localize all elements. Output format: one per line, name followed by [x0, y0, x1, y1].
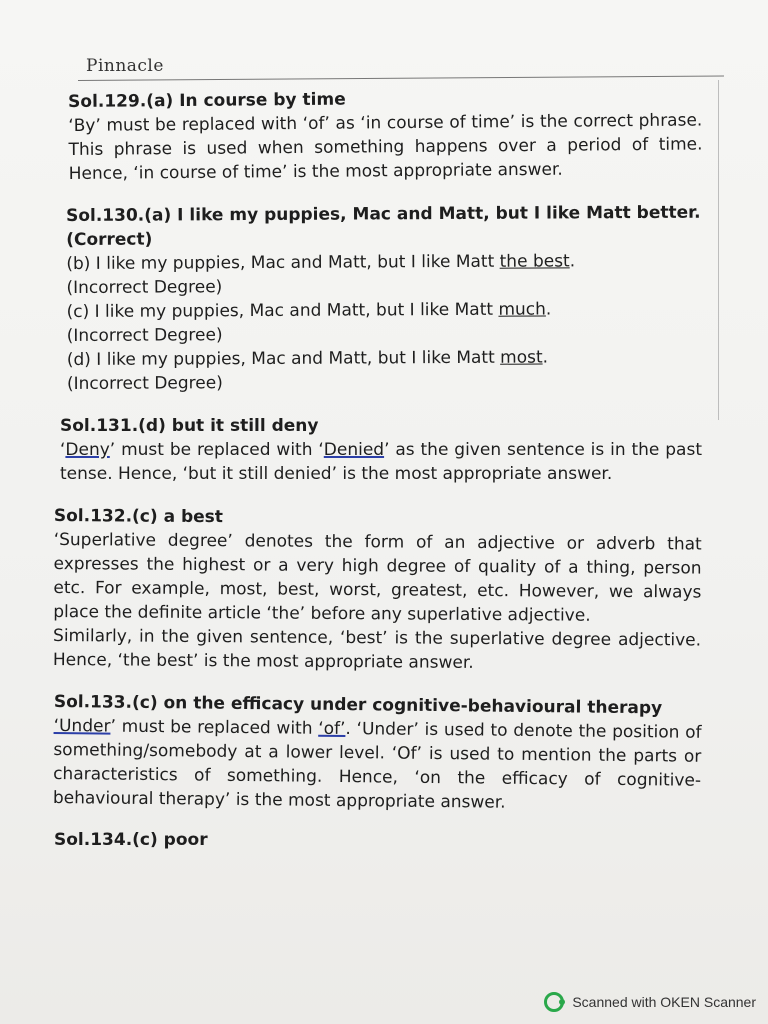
text-run: ’ must be replaced with [110, 716, 319, 739]
solution-heading: Sol.130.(a) I like my puppies, Mac and Matt, but I like Matt better. (Correct) [66, 202, 701, 250]
pen-underlined-word: ‘Under [53, 715, 111, 737]
solution-132 [53, 504, 702, 677]
underlined-word: the best [499, 251, 570, 272]
underlined-word: much [498, 299, 546, 320]
solution-text: Similarly, in the given sentence, ‘best’ is the superlative degree adjective. Hence, ‘the best’ is the most appropriate answer. [52, 625, 702, 673]
solution-heading: Sol.129.(a) In course by time [68, 89, 346, 112]
option-text: (b) I like my puppies, Mac and Matt, but I like Matt [66, 251, 500, 274]
option-punct: . [542, 347, 549, 368]
solution-129 [68, 84, 703, 186]
option-text: (c) I like my puppies, Mac and Matt, but I like Matt [66, 299, 499, 322]
solution-133 [53, 690, 702, 817]
text-run: ’ must be replaced with ‘ [109, 440, 324, 460]
pen-underlined-word: Deny [65, 440, 110, 460]
option-d [67, 345, 703, 372]
option-c [67, 297, 703, 324]
option-b [66, 249, 702, 276]
option-text: (d) I like my puppies, Mac and Matt, but I like Matt [66, 347, 501, 370]
solution-heading: Sol.133.(c) on the efficacy under cognitive-behavioural therapy [53, 691, 663, 719]
option-note: (Incorrect Degree) [66, 373, 223, 394]
scanner-label: Scanned with OKEN Scanner [572, 994, 756, 1010]
solution-text: ‘By’ must be replaced with ‘of’ as ‘in course of time’ is the correct phrase. This phrase is used when something happens over a period of time. Hence, ‘in course of time’ is the most appropriate answer. [68, 110, 703, 184]
option-note: (Incorrect Degree) [66, 325, 223, 346]
solution-130 [66, 201, 703, 396]
option-punct: . [545, 299, 552, 320]
solutions-content [52, 90, 702, 870]
quote-mark: ‘ [60, 440, 66, 460]
solution-134 [54, 828, 702, 852]
solution-heading: Sol.132.(c) a best [53, 505, 224, 528]
solution-text: ‘Superlative degree’ denotes the form of an adjective or adverb that expresses the highest or a very high degree of quality of a thing, person etc. For example, most, best, worst, greatest, etc. However, we always place the definite article ‘the’ before any superlative adjective. [53, 529, 702, 626]
text-run: ’ as the given sentence is in the past tense. Hence, ‘but it still denied’ is the most appropriate answer. [60, 440, 702, 484]
pen-underlined-word: ‘of’ [318, 718, 346, 740]
option-note: (Incorrect Degree) [66, 277, 223, 298]
underlined-word: most [500, 347, 543, 368]
solution-131 [60, 414, 702, 486]
text-run: . ‘Under’ is used to denote the position of something/somebody at a lower level. ‘Of’ is used to mention the parts or characteristics of something. Hence, ‘on the efficacy of cognitive-behavioural therapy’ is the most appropriate answer. [52, 719, 702, 813]
solution-text [53, 714, 702, 817]
scanner-logo-icon [544, 992, 564, 1012]
solution-heading: Sol.131.(d) but it still deny [60, 416, 319, 436]
scanner-watermark [544, 992, 756, 1012]
solution-heading: Sol.134.(c) poor [54, 830, 208, 850]
solution-text [60, 438, 702, 486]
margin-line [718, 80, 719, 420]
pen-underlined-word: Denied [323, 440, 385, 460]
option-punct: . [569, 251, 576, 272]
page-header: Pinnacle [86, 56, 164, 76]
